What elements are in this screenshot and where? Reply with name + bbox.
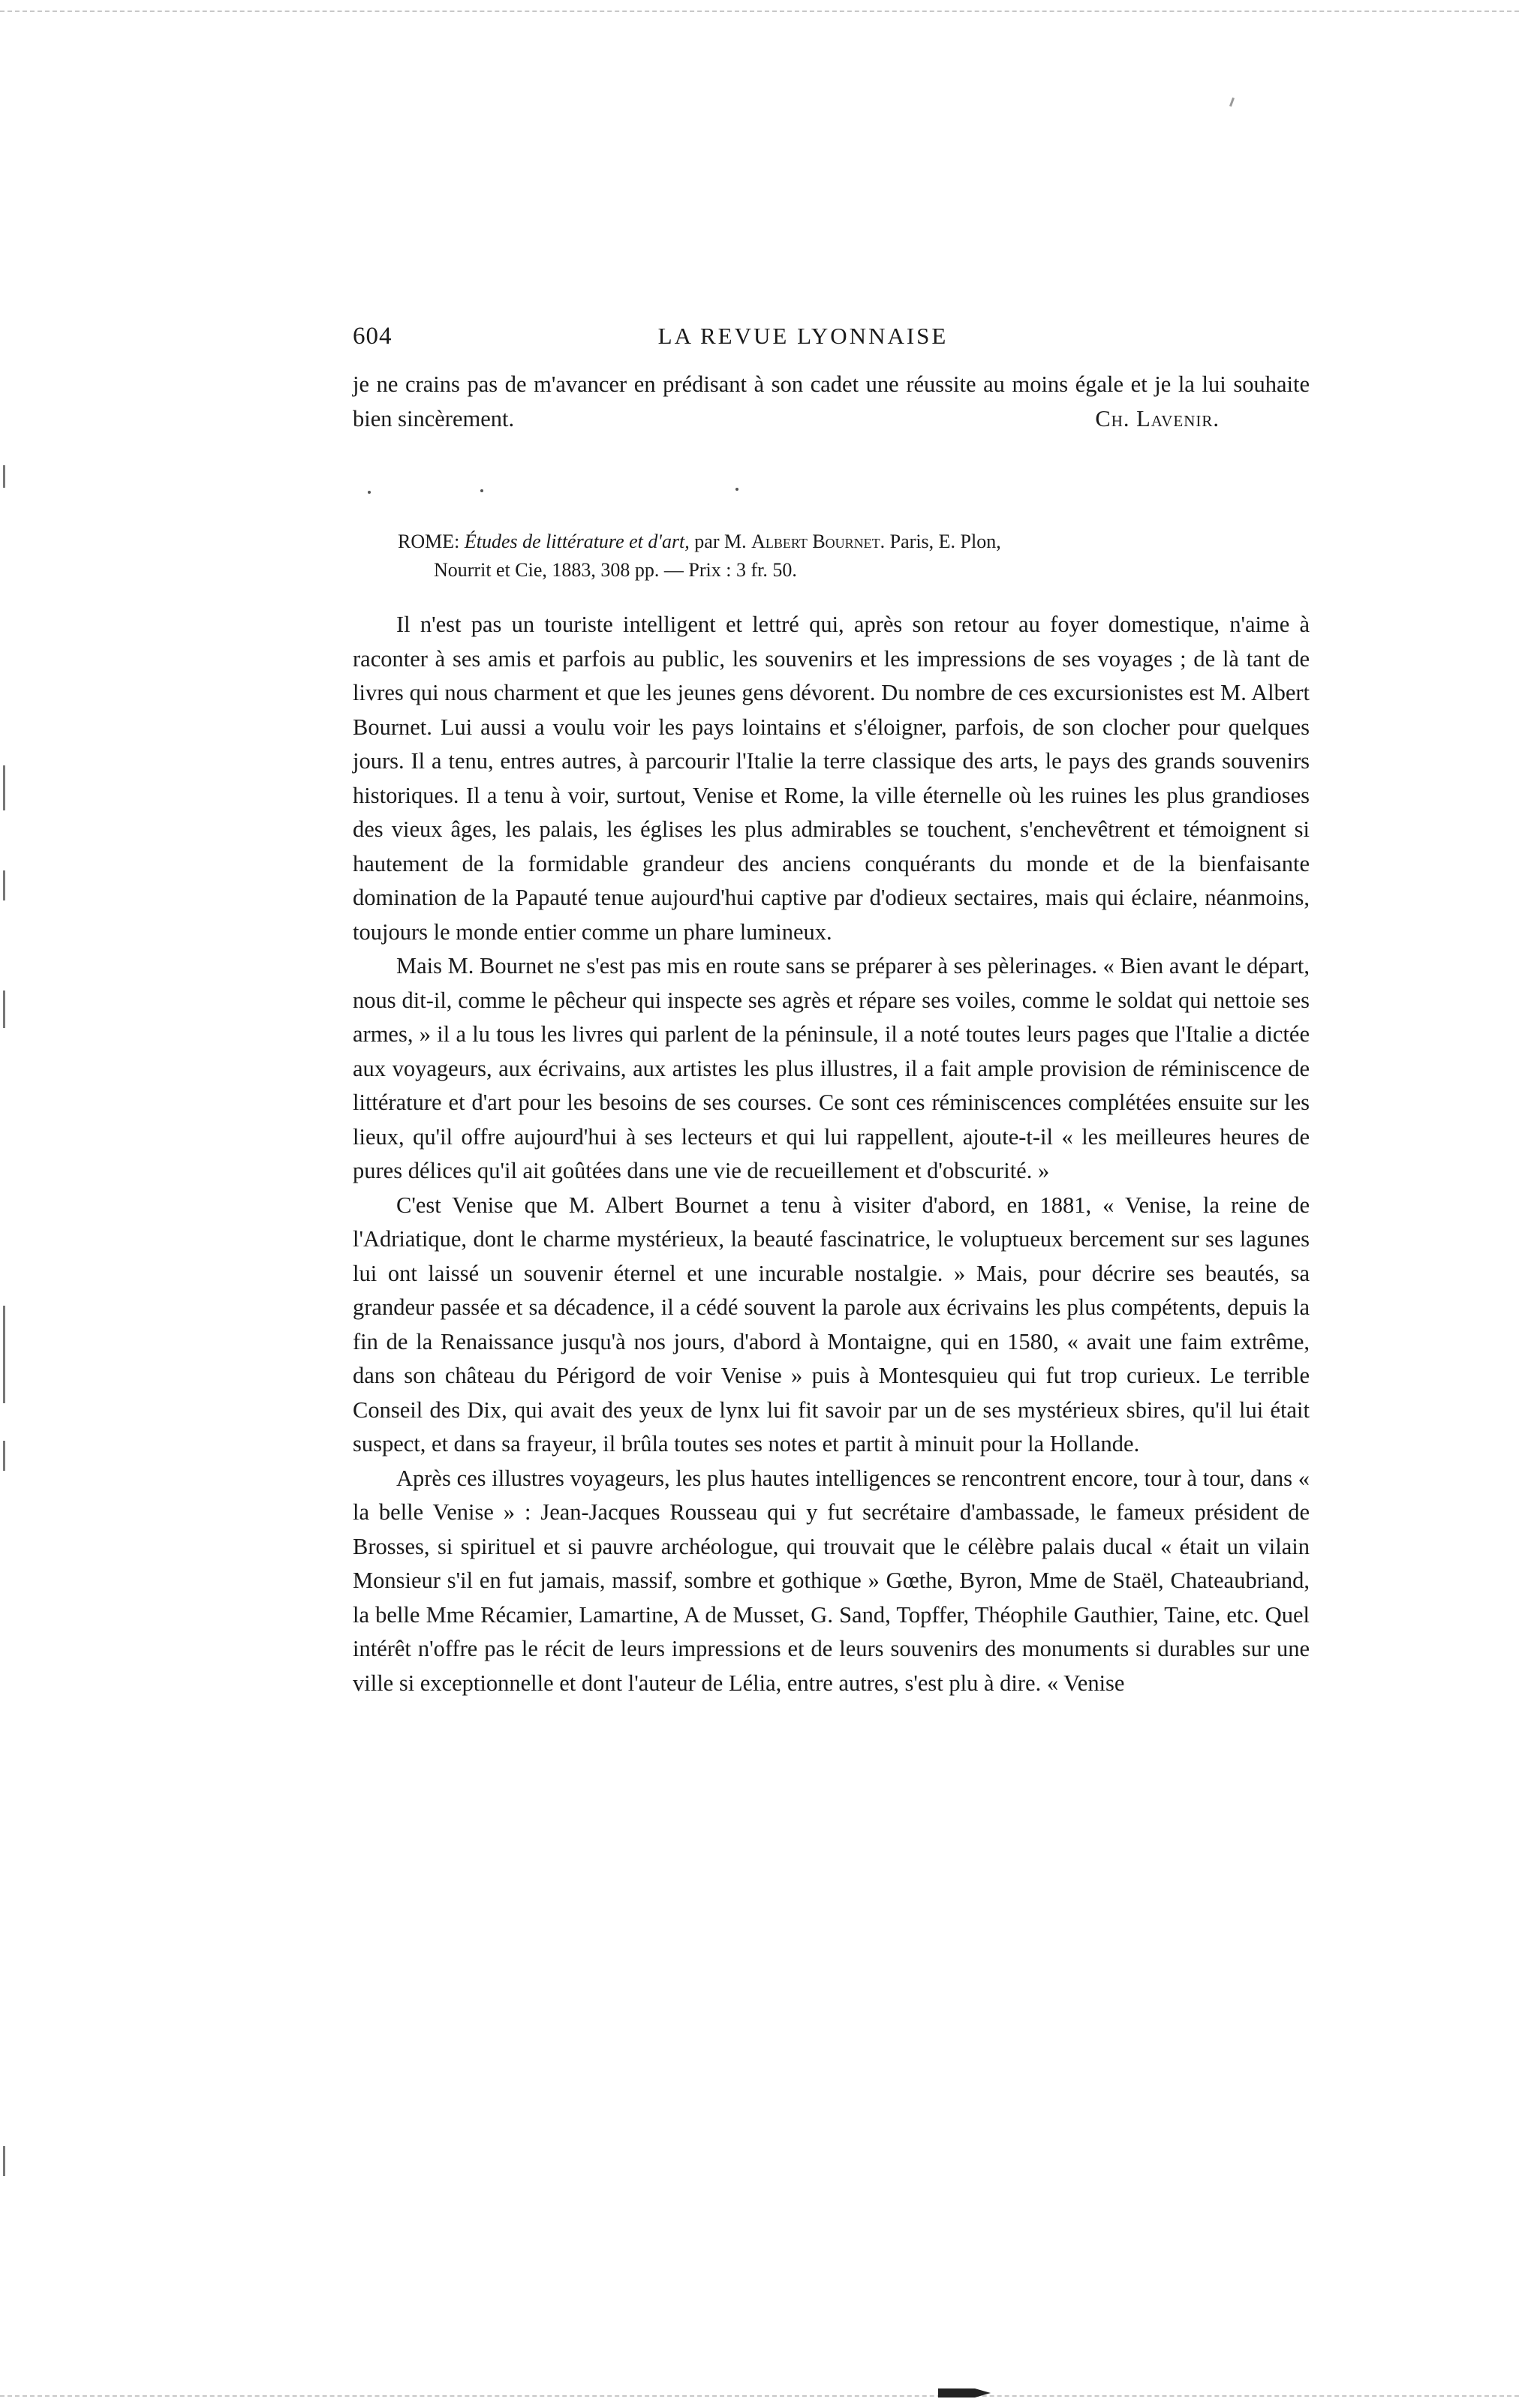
section-separator-dots [360,488,750,495]
book-reference [398,528,1298,585]
review-body [353,608,1310,1700]
paragraph-3: C'est Venise que M. Albert Bournet a tenu à visiter d'abord, en 1881, « Venise, la reine de l'Adriatique, dont le charme mystérieux, la beauté fascinatrice, le voluptueux bercement sur ses lagunes lui ont laissé un souvenir éternel et une incurable nostalgie. » Mais, pour décrire ses beautés, sa grandeur passée et sa décadence, il a cédé souvent la parole aux écrivains les plus compétents, depuis la fin de la Renaissance jusqu'à nos jours, d'abord à Montaigne, qui en 1580, « avait une faim extrême, dans son château du Périgord de voir Venise » puis à Montesquieu qui fut trop curieux. Le terrible Conseil des Dix, qui avait des yeux de lynx lui fit savoir par un de ses mystérieux sbires, qu'il lui était suspect, et dans sa frayeur, il brûla toutes ses notes et partit à minuit pour la Hollande. [353,1192,1310,1457]
author-name: Albert Bournet [751,531,880,552]
closing-paragraph [353,368,1310,436]
scan-speck [1229,98,1235,107]
by-text: par M. [689,531,752,552]
previous-review-ending [353,368,1310,436]
signature: Ch. Lavenir. [1095,405,1220,431]
publication-details: Nourrit et Cie, 1883, 308 pp. — Prix : 3 fr. 50. [434,559,797,581]
book-title: ROME: [398,531,460,552]
scan-margin-marks [3,450,11,2176]
book-subtitle: Études de littérature et d'art, [464,531,690,552]
running-title: LA REVUE LYONNAISE [657,323,949,349]
page-number: 604 [353,323,393,350]
closing-text: je ne crains pas de m'avancer en prédisant à son cadet une réussite au moins égale et je la lui souhaite bien sincèrement. [353,371,1310,431]
scan-edge-top [0,11,1519,12]
paragraph-4: Après ces illustres voyageurs, les plus hautes intelligences se rencontrent encore, tour à tour, dans « la belle Venise » : Jean-Jacques Rousseau qui y fut secrétaire d'ambassade, le fameux président de Brosses, si spirituel et si pauvre archéologue, qui trouvait que le célèbre palais ducal « était un vilain Monsieur s'il en fut jamais, massif, sombre et gothique » Gœthe, Byron, Mme de Staël, Chateaubriand, la belle Mme Récamier, Lamartine, A de Musset, G. Sand, Topffer, Théophile Gauthier, Taine, etc. Quel intérêt n'offre pas le récit de leurs impressions et de leurs souvenirs des monuments si durables sur une ville si exceptionnelle et dont l'auteur de Lélia, entre autres, s'est plu à dire. « Venise [353,1465,1310,1696]
paragraph-2: Mais M. Bournet ne s'est pas mis en route sans se préparer à ses pèlerinages. « Bien avant le départ, nous dit-il, comme le pêcheur qui inspecte ses agrès et répare ses voiles, comme le soldat qui nettoie ses armes, » il a lu tous les livres qui parlent de la péninsule, il a noté toutes leurs pages que l'Italie a dictée aux voyageurs, aux écrivains, aux artistes les plus illustres, il a fait ample provision de réminiscence de littérature et d'art pour les besoins de ses courses. Ce sont ces réminiscences complétées ensuite sur les lieux, qu'il offre aujourd'hui à ses lecteurs et qui lui rappellent, ajoute-t-il « les meilleures heures de pures délices qu'il ait goûtées dans une vie de recueillement et d'obscurité. » [353,953,1310,1183]
paragraph-1: Il n'est pas un touriste intelligent et lettré qui, après son retour au foyer domestique, n'aime à raconter à ses amis et parfois au public, les souvenirs et les impressions de ses voyages ; de là tant de livres qui nous charment et que les jeunes gens dévorent. Du nombre de ces excursionistes est M. Albert Bournet. Lui aussi a voulu voir les pays lointains et s'éloigner, parfois, de son clocher pour quelques jours. Il a tenu, entres autres, à parcourir l'Italie la terre classique des arts, le pays des grands souvenirs historiques. Il a tenu à voir, surtout, Venise et Rome, la ville éternelle où les ruines les plus grandioses des vieux âges, les palais, les églises les plus admirables se touchent, s'enchevêtrent et témoignent si hautement de la formidable grandeur des anciens conquérants du monde et de la bienfaisante domination de la Papauté tenue aujourd'hui captive par d'odieux sectaires, mais qui éclaire, néanmoins, toujours le monde entier comme un phare lumineux. [353,612,1310,945]
scan-edge-bottom [0,2395,1519,2397]
running-header [353,323,1253,356]
publisher: . Paris, E. Plon, [880,531,1001,552]
